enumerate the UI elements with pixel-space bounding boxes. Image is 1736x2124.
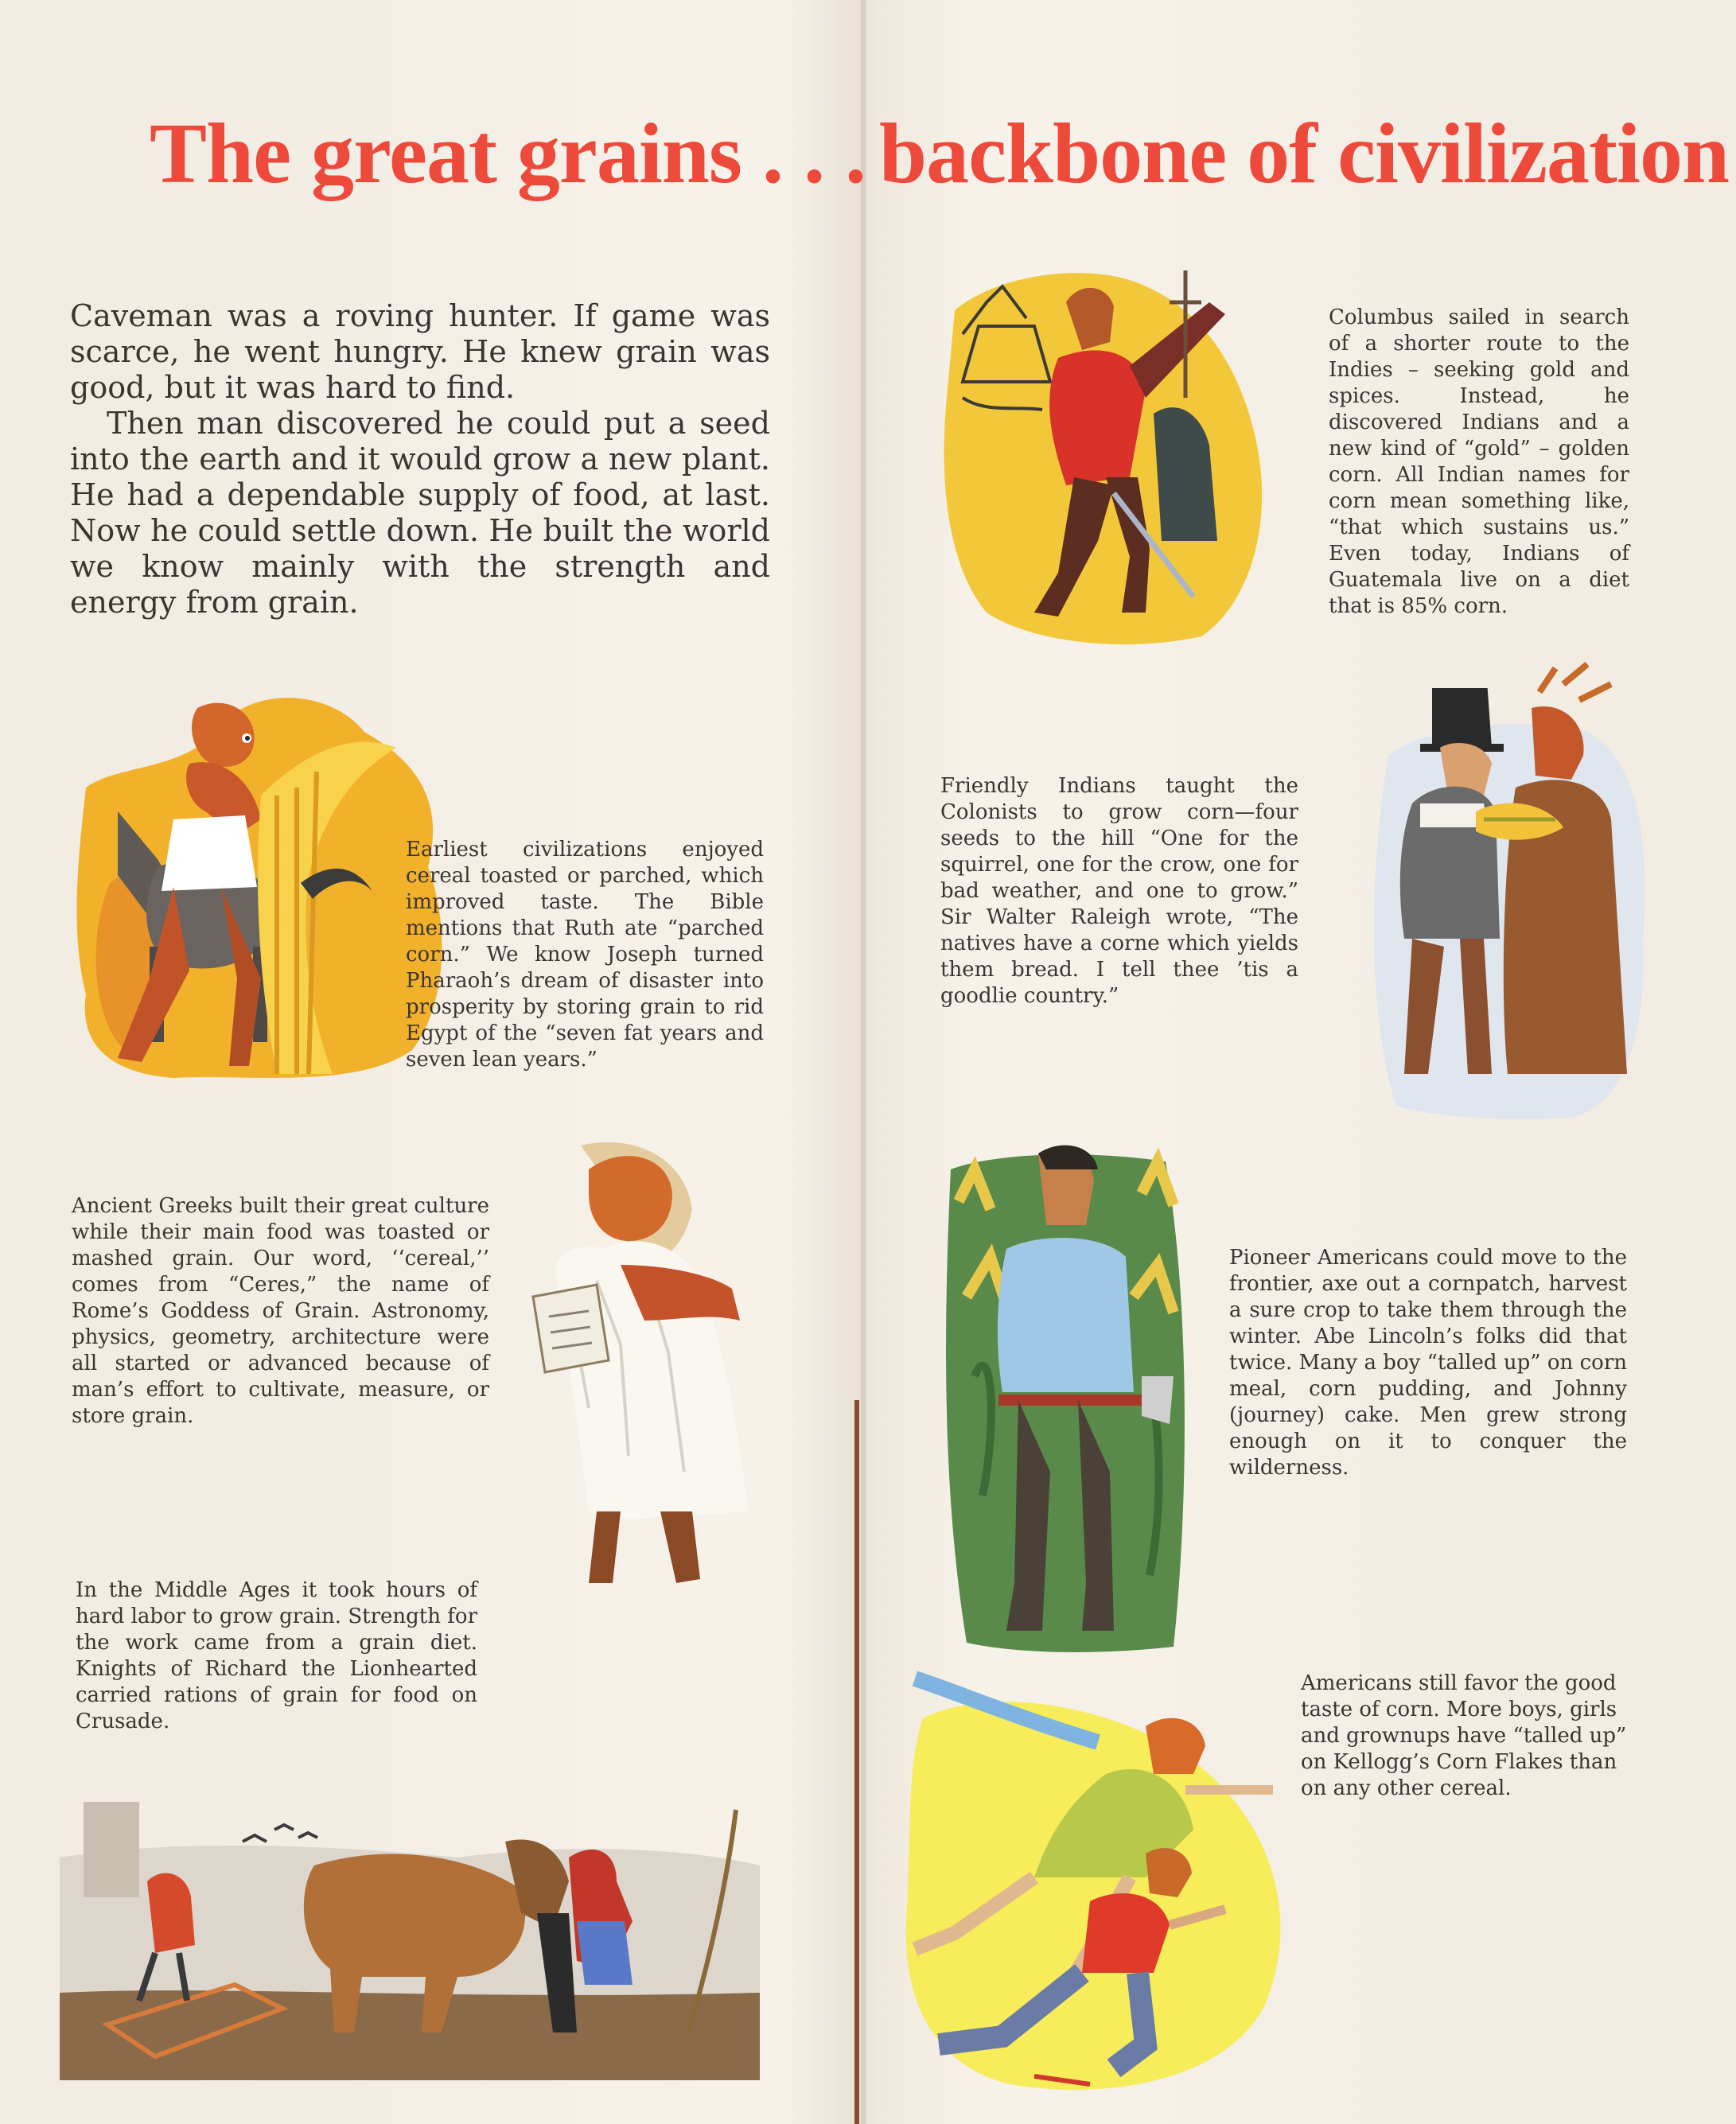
intro-text bbox=[70, 298, 770, 620]
caption-colonists: Friendly Indians taught the Colonists to grow corn—four seeds to the hill “One for the squirrel, one for the crow, one for bad weather, and one to grow.” Sir Walter Raleigh wrote, “The natives have a corne which yields them bread. I tell thee ’tis a goodlie country.” bbox=[940, 774, 1298, 1008]
greek-scholar-illustration bbox=[501, 1138, 804, 1607]
intro-paragraph-1: Caveman was a roving hunter. If game was scarce, he went hungry. He knew grain was good, but it was hard to find. bbox=[70, 298, 770, 405]
caption-columbus: Columbus sailed in search of a shorter route to the Indies – seeking gold and spices. Instead, he discovered Indians and a new kind of “gold” – golden corn. All Indian names for corn mean something like, “that which sustains us.” Even today, Indians of Guatemala live on a diet that is 85% corn. bbox=[1329, 305, 1629, 618]
title-right: backbone of civilization bbox=[879, 107, 1730, 201]
caption-greeks: Ancient Greeks built their great culture while their main food was toasted or mashed grain. Our word, ‘‘cereal,’’ comes from “Ceres,” the name of Rome’s Goddess of Grain. Astronomy, physics, geometry, architecture were all started or advanced because of man’s effort to cultivate, measure, or store grain. bbox=[72, 1194, 489, 1428]
caption-americans: Americans still favor the good taste of corn. More boys, girls and grownups have “talled up” on Kellogg’s Corn Flakes than on any other cereal. bbox=[1301, 1671, 1627, 1800]
page-edge bbox=[854, 1400, 859, 2124]
caption-middle-ages: In the Middle Ages it took hours of hard labor to grow grain. Strength for the work came from a grain diet. Knights of Richard the Lionhearted carried rations of grain for food on Crusade. bbox=[76, 1578, 477, 1733]
pilgrim-indian-illustration bbox=[1364, 660, 1651, 1122]
pioneer-illustration bbox=[943, 1138, 1197, 1655]
page-gutter bbox=[861, 0, 866, 2124]
columbus-illustration bbox=[939, 239, 1281, 652]
running-children-illustration bbox=[891, 1671, 1313, 2100]
title-left: The great grains . . . bbox=[150, 107, 866, 201]
intro-paragraph-2: Then man discovered he could put a seed into the earth and it would grow a new plant. He had a dependable supply of food, at last. Now he could settle down. He built the world we know mainly with the strength and energy from grain. bbox=[70, 406, 770, 620]
caption-pioneers: Pioneer Americans could move to the frontier, axe out a cornpatch, harvest a sure crop to take them through the winter. Abe Lincoln’s folks did that twice. Many a boy “talled up” on corn meal, corn pudding, and Johnny (journey) cake. Men grew strong enough on it to conquer the wilderness. bbox=[1229, 1246, 1627, 1480]
medieval-plowing-illustration bbox=[60, 1794, 760, 2088]
caption-egypt: Earliest civilizations enjoyed cereal toasted or parched, which improved taste. The Bible mentions that Ruth ate “parched corn.” We know Joseph turned Pharaoh’s dream of disaster into prosperity by storing grain to rid Egypt of the “seven fat years and seven lean years.” bbox=[406, 838, 764, 1072]
